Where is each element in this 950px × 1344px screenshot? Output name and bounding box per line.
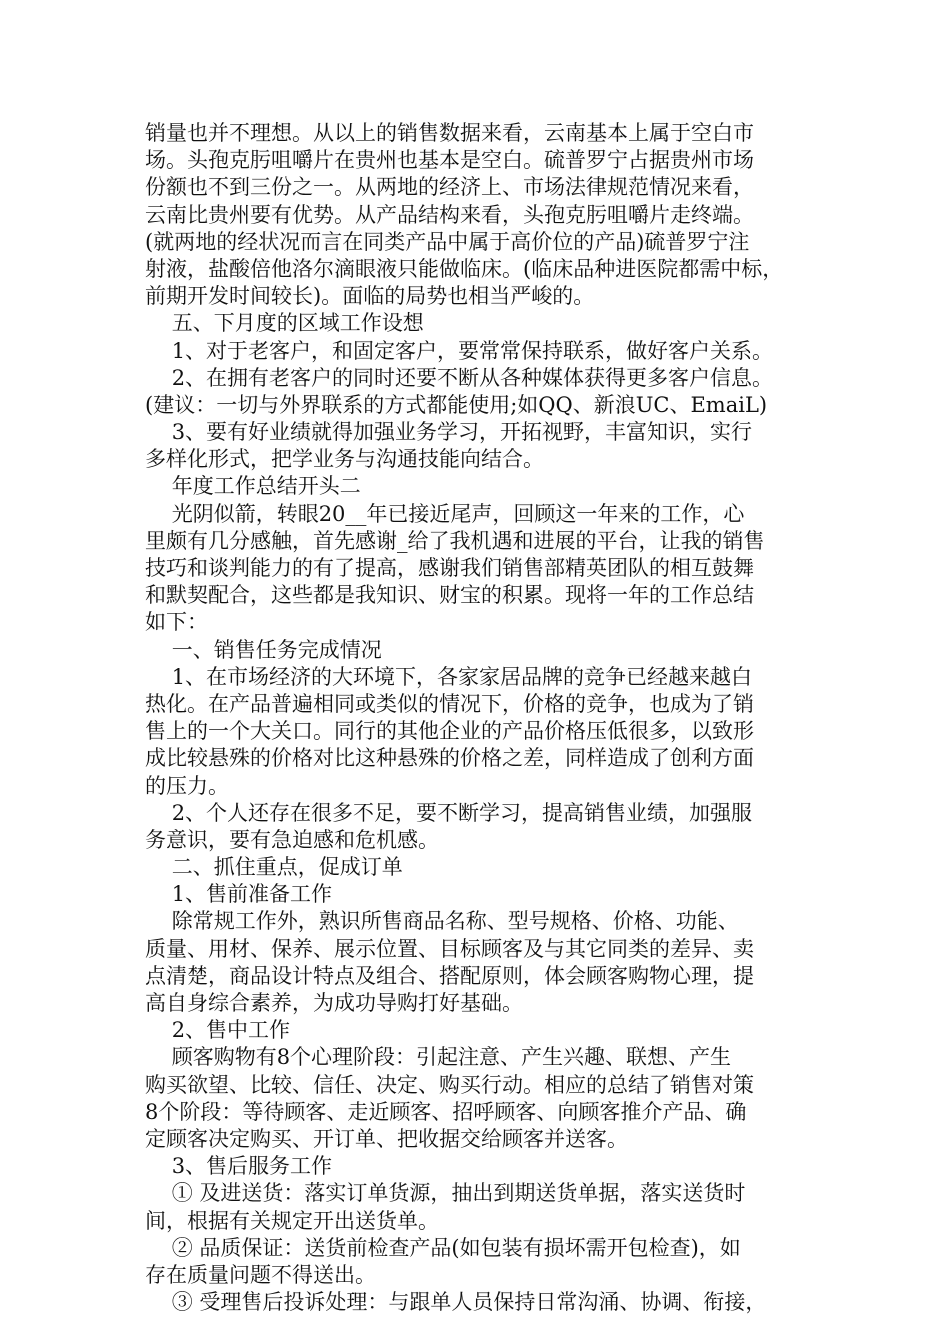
text-line: 前期开发时间较长)。面临的局势也相当严峻的。: [145, 284, 595, 309]
text-line: 多样化形式，把学业务与沟通技能向结合。: [145, 447, 544, 472]
text-line: 二、抓住重点，促成订单: [145, 855, 403, 880]
document-body: [145, 120, 805, 1316]
text-line: 光阴似箭，转眼20__年已接近尾声，回顾这一年来的工作，心: [145, 501, 745, 526]
text-line: 1、售前准备工作: [145, 882, 333, 907]
text-line: 3、要有好业绩就得加强业务学习，开拓视野，丰富知识，实行: [145, 420, 753, 445]
text-line: 质量、用材、保养、展示位置、目标顾客及与其它同类的差异、卖: [145, 936, 754, 961]
text-line: 销量也并不理想。从以上的销售数据来看，云南基本上属于空白市: [145, 121, 754, 145]
text-line: 点清楚，商品设计特点及组合、搭配原则，体会顾客购物心理，提: [145, 963, 754, 988]
text-line: 2、售中工作: [145, 1018, 291, 1043]
text-line: 场。头孢克肟咀嚼片在贵州也基本是空白。硫普罗宁占据贵州市场: [145, 148, 754, 173]
text-line: 射液，盐酸倍他洛尔滴眼液只能做临床。(临床品种进医院都需中标，: [145, 256, 784, 281]
text-line: 云南比贵州要有优势。从产品结构来看，头孢克肟咀嚼片走终端。: [145, 202, 754, 227]
text-line: ② 品质保证：送货前检查产品(如包装有损坏需开包检查)，如: [145, 1235, 741, 1260]
text-line: 购买欲望、比较、信任、决定、购买行动。相应的总结了销售对策: [145, 1072, 754, 1097]
text-line: 一、销售任务完成情况: [145, 637, 382, 662]
text-line: 1、在市场经济的大环境下，各家家居品牌的竞争已经越来越白: [145, 664, 753, 689]
text-line: 除常规工作外，熟识所售商品名称、型号规格、价格、功能、: [145, 909, 739, 934]
text-line: 和默契配合，这些都是我知识、财宝的积累。现将一年的工作总结: [145, 583, 754, 608]
text-line: 2、个人还存在很多不足，要不断学习，提高销售业绩，加强服: [145, 800, 753, 825]
text-line: 定顾客决定购买、开订单、把收据交给顾客并送客。: [145, 1126, 628, 1151]
text-line: 热化。在产品普遍相同或类似的情况下，价格的竞争，也成为了销: [145, 691, 754, 716]
text-line: 年度工作总结开头二: [145, 474, 361, 499]
text-line: 2、在拥有老客户的同时还要不断从各种媒体获得更多客户信息。: [145, 365, 774, 390]
text-line: ③ 受理售后投诉处理：与跟单人员保持日常沟涌、协调、衔接，: [145, 1290, 767, 1315]
text-line: 3、售后服务工作: [145, 1154, 333, 1179]
text-line: 存在质量问题不得送出。: [145, 1262, 376, 1287]
text-line: ① 及进送货：落实订单货源，抽出到期送货单据，落实送货时: [145, 1181, 746, 1206]
text-line: 务意识，要有急迫感和危机感。: [145, 827, 439, 852]
text-line: 售上的一个大关口。同行的其他企业的产品价格压低很多，以致形: [145, 719, 754, 744]
text-line: 份额也不到三份之一。从两地的经济上、市场法律规范情况来看，: [145, 175, 754, 200]
text-line: 五、下月度的区域工作设想: [145, 311, 424, 336]
text-line: 顾客购物有8个心理阶段：引起注意、产生兴趣、联想、产生: [145, 1045, 732, 1070]
text-line: 间，根据有关规定开出送货单。: [145, 1208, 439, 1233]
text-line: 如下：: [145, 610, 208, 635]
text-line: 里颇有几分感触，首先感谢_给了我机遇和进展的平台，让我的销售: [145, 528, 765, 553]
text-line: 1、对于老客户，和固定客户，要常常保持联系，做好客户关系。: [145, 338, 774, 363]
text-line: 的压力。: [145, 773, 229, 798]
text-line: (建议：一切与外界联系的方式都能使用;如QQ、新浪UC、EmaiL): [145, 392, 768, 417]
text-line: 成比较悬殊的价格对比这种悬殊的价格之差，同样造成了创利方面: [145, 746, 754, 771]
text-line: 技巧和谈判能力的有了提高，感谢我们销售部精英团队的相互鼓舞: [145, 556, 754, 580]
text-line: 高自身综合素养，为成功导购打好基础。: [145, 991, 523, 1015]
text-line: 8个阶段：等待顾客、走近顾客、招呼顾客、向顾客推介产品、确: [145, 1099, 747, 1124]
text-line: (就两地的经状况而言在同类产品中属于高价位的产品)硫普罗宁注: [145, 229, 750, 254]
